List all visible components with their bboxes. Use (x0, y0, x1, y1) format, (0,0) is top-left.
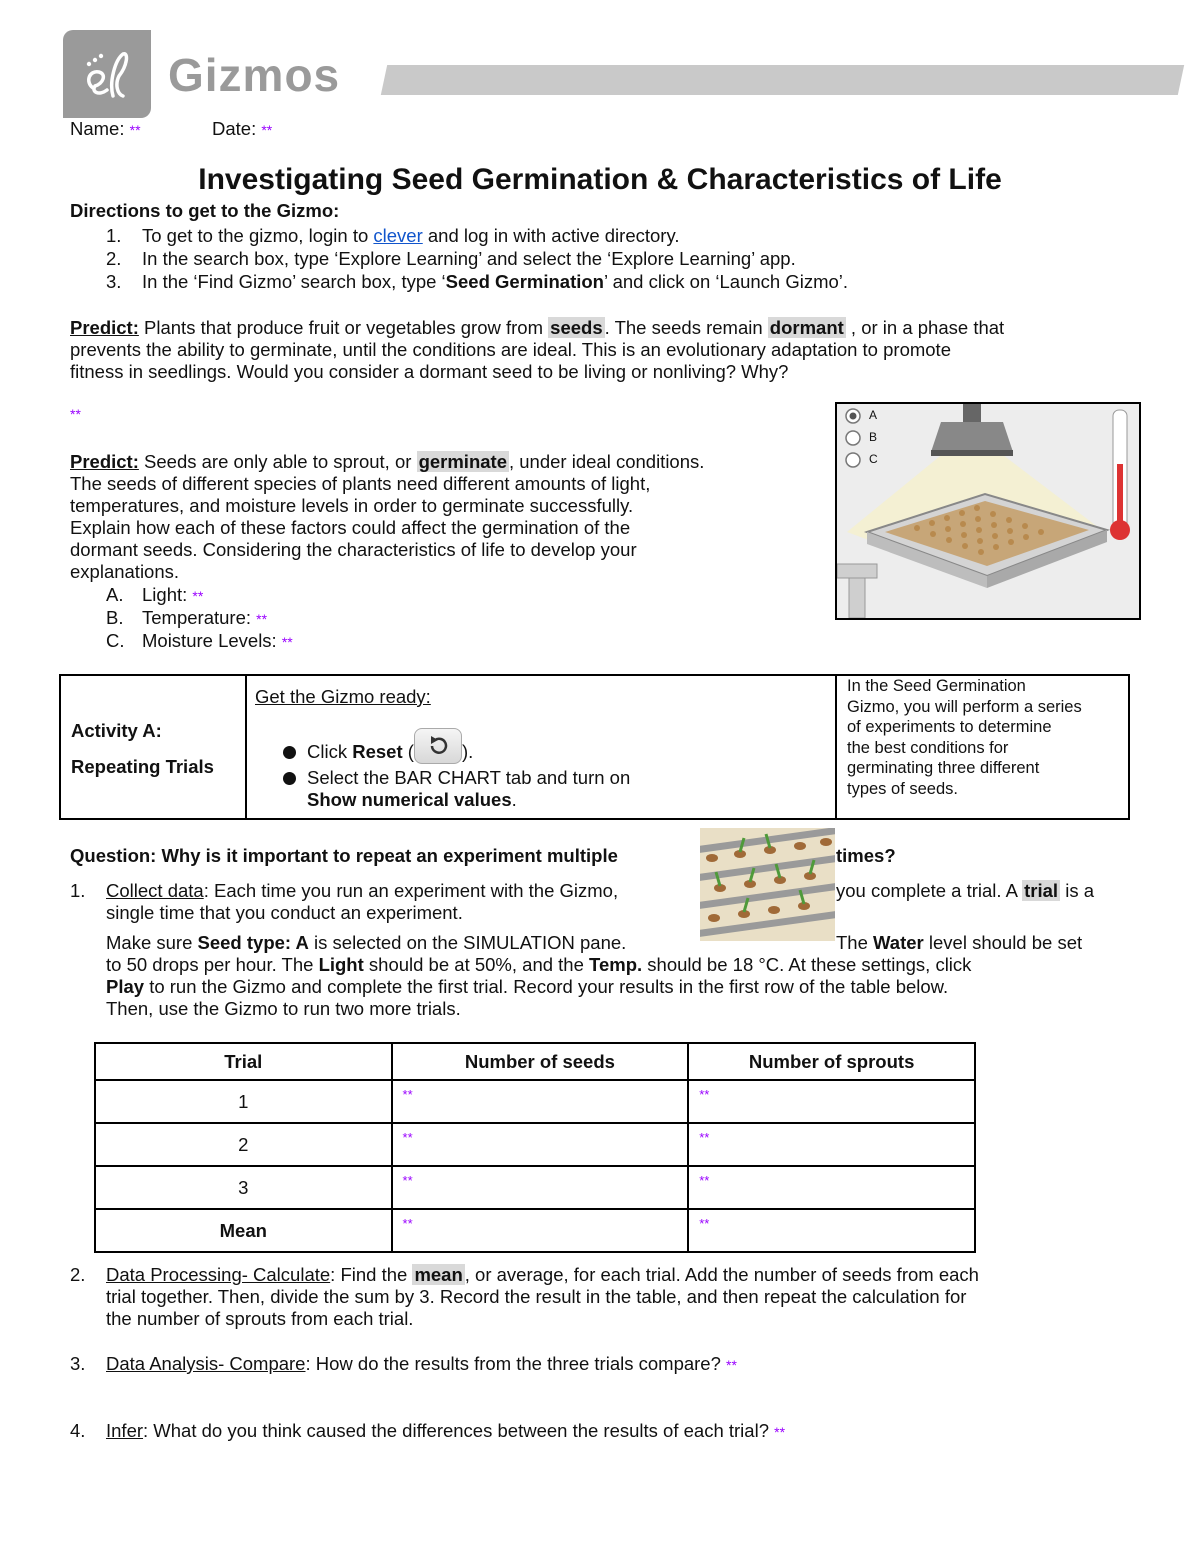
date-value[interactable]: ** (261, 122, 273, 138)
factors-list (106, 584, 293, 653)
term-germinate: germinate (418, 451, 507, 472)
name-field (70, 118, 141, 141)
trial-cell: 3 (95, 1166, 392, 1209)
reset-icon (414, 728, 462, 764)
directions-heading: Directions to get to the Gizmo: (70, 200, 340, 221)
column-header-sprouts: Number of sprouts (688, 1043, 975, 1080)
sprouting-seeds-image (700, 828, 835, 941)
name-label: Name: (70, 118, 125, 139)
predict-label: Predict: (70, 317, 139, 338)
term-seeds: seeds (550, 317, 603, 338)
question-text: Question: Why is it important to repeat an experiment multiple (70, 845, 618, 866)
directions-list (106, 225, 1146, 293)
item-3-number: 3. (70, 1353, 86, 1374)
seeds-cell[interactable]: ** (392, 1166, 689, 1209)
bullet (283, 746, 296, 759)
el-logo-icon (63, 30, 151, 118)
click-reset-instruction: Click Reset ( ). (307, 741, 473, 764)
item-1-line-3b: The Water level should be set (836, 932, 1083, 953)
data-analysis-label: Data Analysis- Compare (106, 1353, 306, 1374)
logo-badge (63, 30, 151, 118)
gizmo-ready-heading: Get the Gizmo ready: (255, 686, 431, 707)
table-row (95, 1209, 975, 1252)
direction-step: 1. To get to the gizmo, login to clever and log in with active directory. (106, 225, 680, 246)
item-3-text: Data Analysis- Compare: How do the results from the three trials compare? ** (106, 1353, 737, 1374)
table-row (95, 1123, 975, 1166)
direction-step: 2. In the search box, type ‘Explore Learning’ and select the ‘Explore Learning’ app. (106, 248, 796, 269)
item-1-line-1b: you complete a trial. A trial is a (836, 880, 1095, 901)
logo-wordmark: Gizmos (168, 49, 341, 101)
page-title: Investigating Seed Germination & Characteristics of Life (198, 163, 1002, 196)
activity-description: In the Seed Germination Gizmo, you will perform a series of experiments to determine the best conditions for germinating three different types of seeds. (847, 677, 1082, 798)
infer-label: Infer (106, 1420, 144, 1441)
term-dormant: dormant (769, 317, 844, 338)
collect-data-label: Collect data (106, 880, 204, 901)
name-value[interactable]: ** (129, 122, 141, 138)
item-1-line-4: to 50 drops per hour. The Light should be at 50%, and the Temp. should be 18 °C. At these settings, click (106, 954, 972, 975)
data-processing-label: Data Processing- Calculate (106, 1264, 331, 1285)
date-field (212, 118, 272, 141)
trial-cell: 1 (95, 1080, 392, 1123)
activity-a-box (59, 674, 1130, 820)
item-1-line-1a: Collect data: Each time you run an experiment with the Gizmo, (106, 880, 619, 901)
item-4-answer[interactable]: ** (774, 1424, 786, 1440)
predict-1-answer[interactable]: ** (70, 406, 81, 422)
trial-cell: 2 (95, 1123, 392, 1166)
bullet (283, 772, 296, 785)
table-header-row (95, 1043, 975, 1080)
date-label: Date: (212, 118, 257, 139)
bar-chart-instruction: Select the BAR CHART tab and turn on Show numerical values. (307, 767, 631, 810)
item-2-text: Data Processing- Calculate: Find the mean , or average, for each trial. Add the number of seeds from each trial together. Then, divide the sum by 3. Record the result in the table, and then repeat the calculation for the number of sprouts from each trial. (106, 1264, 979, 1329)
item-2-number: 2. (70, 1264, 86, 1285)
item-4-number: 4. (70, 1420, 86, 1441)
direction-step: 3. In the ‘Find Gizmo’ search box, type ‘Seed Germination’ and click on ‘Launch Gizmo’. (106, 271, 849, 292)
sprouts-cell[interactable]: ** (688, 1166, 975, 1209)
table-row (95, 1080, 975, 1123)
sprouts-cell[interactable]: ** (688, 1209, 975, 1252)
header-decorative-bar (381, 65, 1184, 95)
sprouts-cell[interactable]: ** (688, 1080, 975, 1123)
predict-label: Predict: (70, 451, 139, 472)
item-1-number: 1. (70, 880, 86, 901)
factor-item: A. Light: ** (106, 584, 204, 605)
trial-cell: Mean (95, 1209, 392, 1252)
column-header-seeds: Number of seeds (392, 1043, 689, 1080)
seed-option-c: C (869, 452, 878, 466)
gizmo-simulation-image (835, 402, 1141, 620)
seeds-cell[interactable]: ** (392, 1123, 689, 1166)
predict-paragraph-2: Predict: Seeds are only able to sprout, or germinate , under ideal conditions. The seeds of different species of plants need different amounts of light, temperatures, and moisture levels in order to germinate successfully. Explain how each of these factors could affect the germination of the dormant seeds. Considering the characteristics of life to develop your explanations. (70, 451, 705, 582)
item-4-text: Infer: What do you think caused the differences between the results of each trial? ** (106, 1420, 786, 1441)
seed-option-a: A (869, 408, 878, 422)
seeds-cell[interactable]: ** (392, 1080, 689, 1123)
factor-item: B. Temperature: ** (106, 607, 268, 628)
activity-instructions-cell (245, 676, 837, 818)
activity-title-cell: Activity A: Repeating Trials (61, 676, 247, 818)
term-trial: trial (1024, 880, 1059, 901)
factor-item: C. Moisture Levels: ** (106, 630, 293, 651)
column-header-trial: Trial (95, 1043, 392, 1080)
results-table (94, 1042, 976, 1253)
item-1-line-3a: Make sure Seed type: A is selected on the SIMULATION pane. (106, 932, 627, 953)
term-mean: mean (414, 1264, 463, 1285)
item-3-answer[interactable]: ** (726, 1357, 737, 1373)
seed-option-b: B (869, 430, 878, 444)
question-text-end: times? (836, 845, 896, 866)
seeds-cell[interactable]: ** (392, 1209, 689, 1252)
sprouts-cell[interactable]: ** (688, 1123, 975, 1166)
clever-link[interactable]: clever (373, 225, 423, 246)
item-1-line-5: Play to run the Gizmo and complete the first trial. Record your results in the first row of the table below. (106, 976, 949, 997)
table-row (95, 1166, 975, 1209)
predict-paragraph-1: Predict: Plants that produce fruit or vegetables grow from seeds . The seeds remain dormant , or in a phase that prevents the ability to germinate, until the conditions are ideal. This is an evolutionary adaptation to promote fitness in seedlings. Would you consider a dormant seed to be living or nonliving? Why? (70, 317, 1005, 382)
